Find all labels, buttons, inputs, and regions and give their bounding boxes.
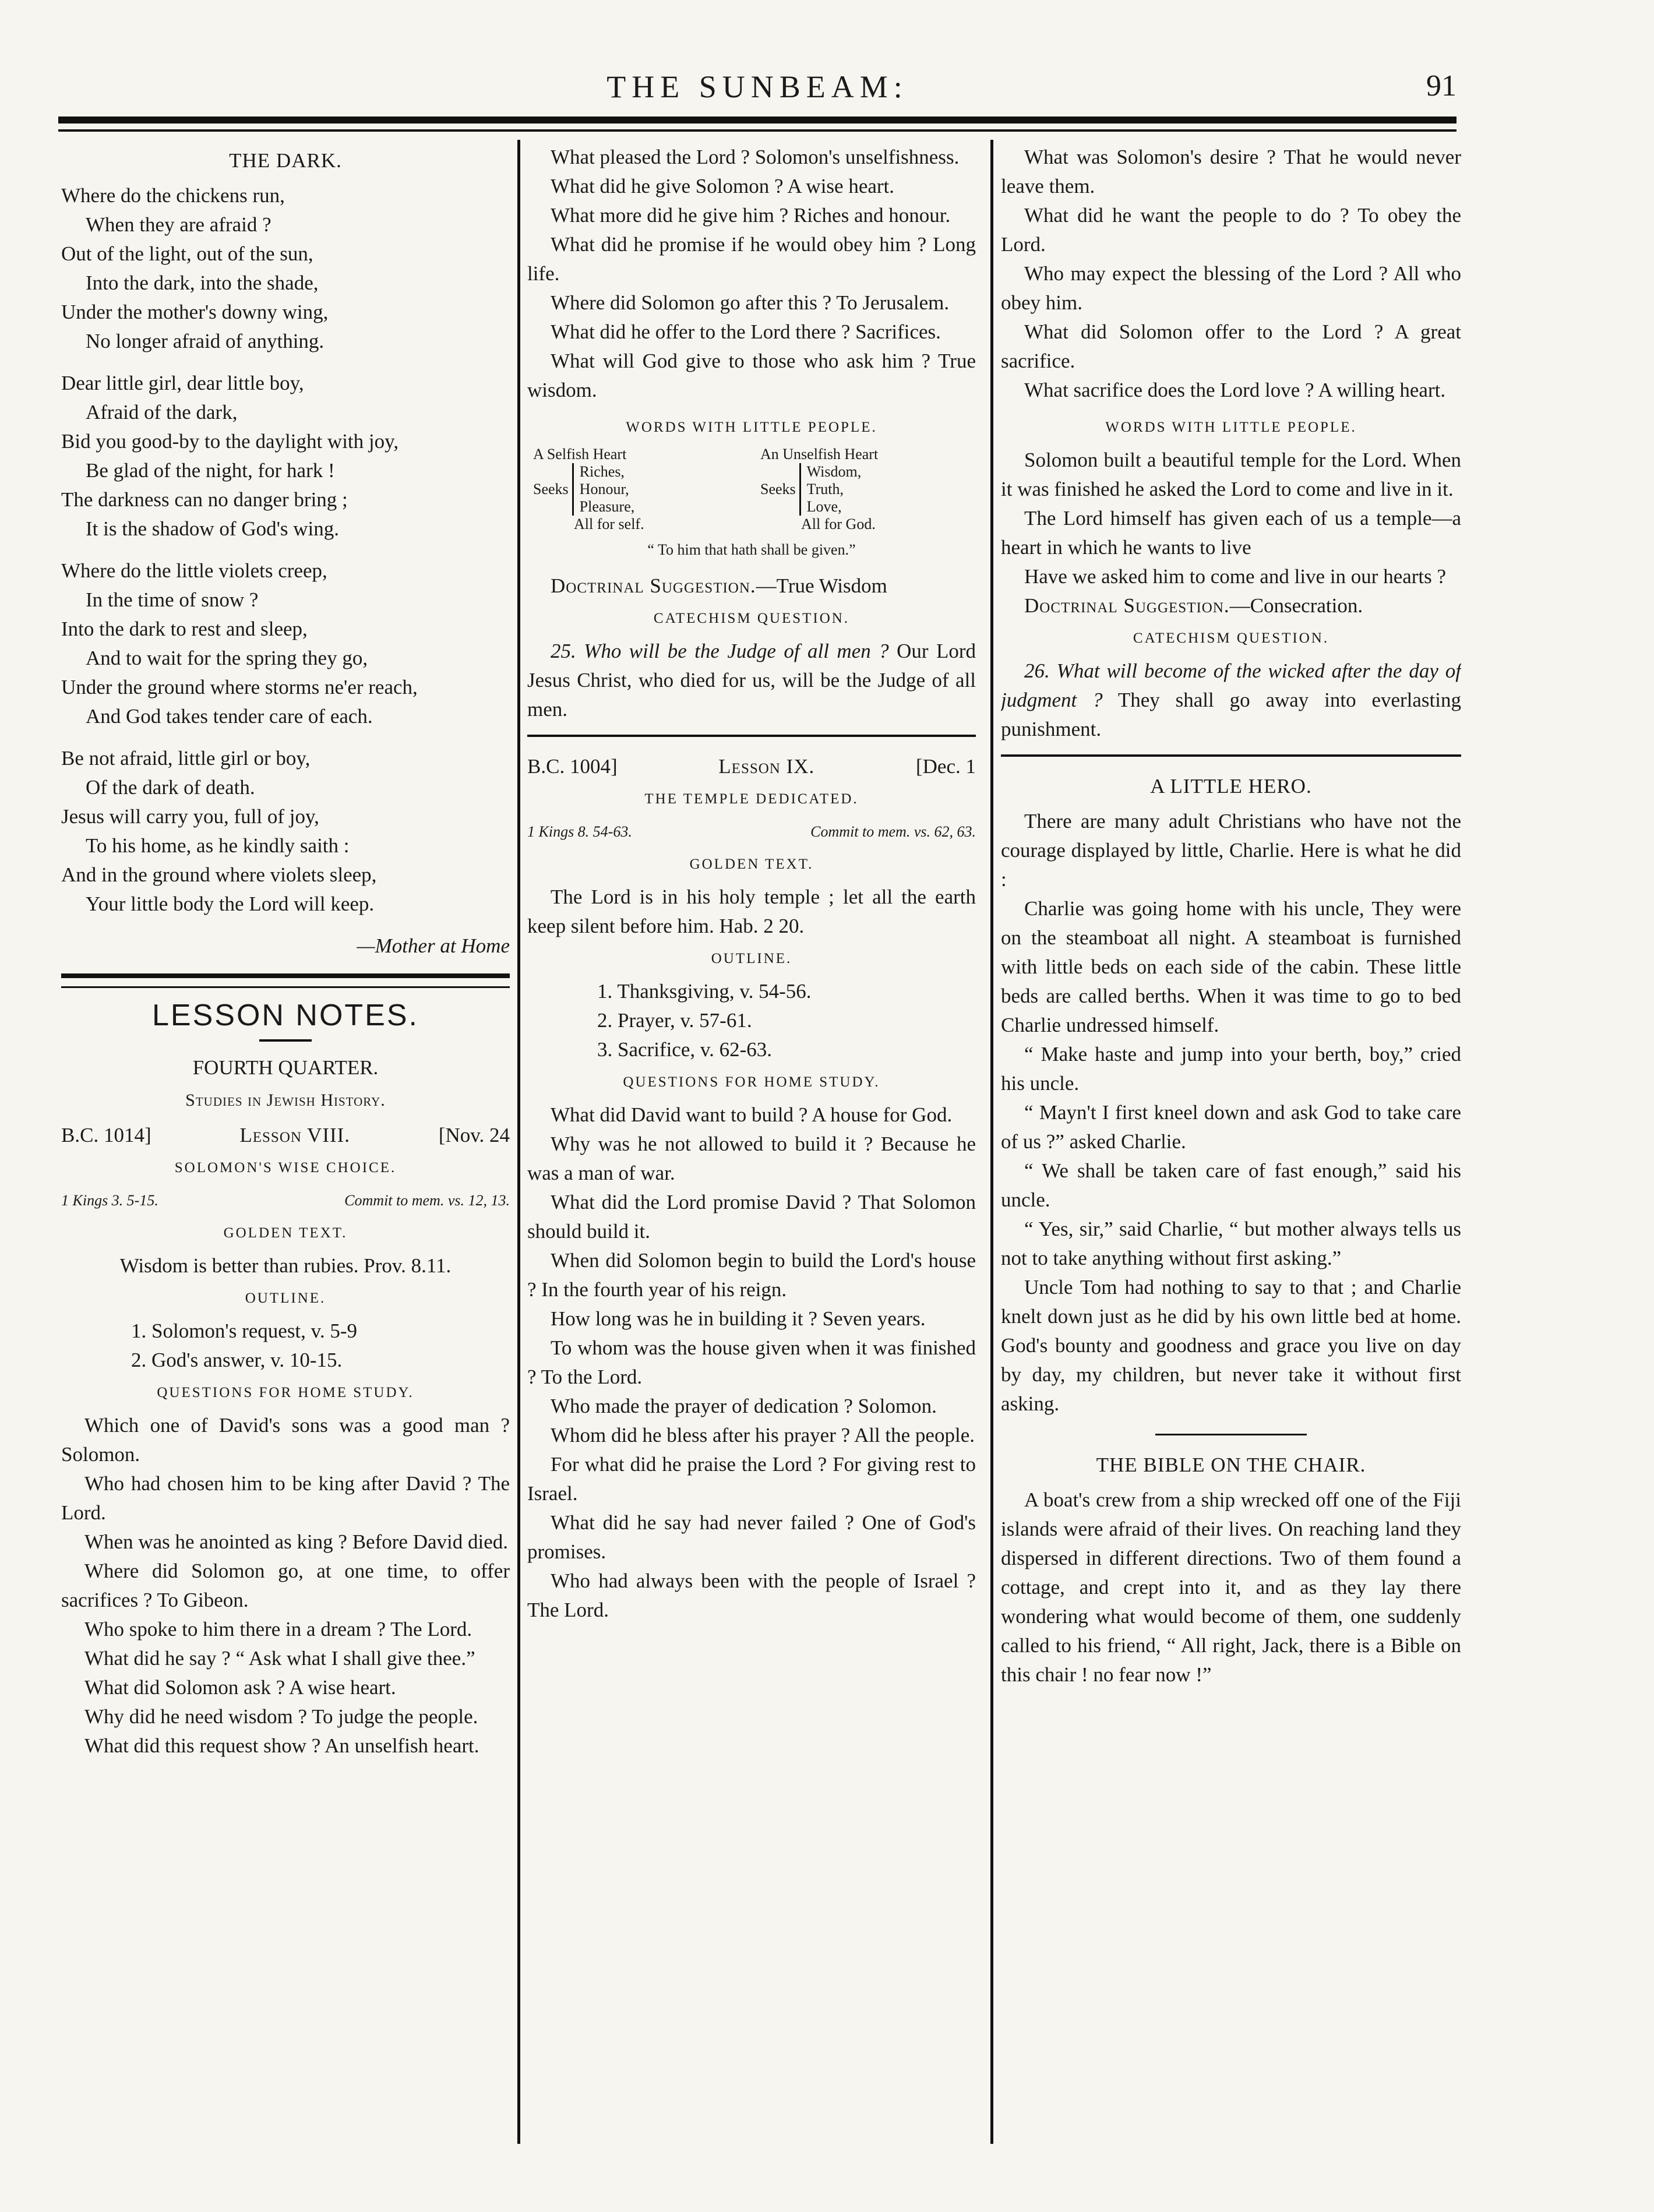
selfish-item: Honour, [579, 481, 629, 498]
poem-title: THE DARK. [229, 149, 342, 172]
poem-line: Under the ground where storms ne'er reach, [61, 676, 418, 698]
question-item: What did this request show ? An unselfish heart. [84, 1734, 479, 1757]
unselfish-item: Wisdom, [806, 463, 862, 480]
story-paragraph: “ Make haste and jump into your berth, boy,” cried his uncle. [1001, 1043, 1461, 1095]
lesson9-outline-head: OUTLINE. [711, 951, 792, 966]
poem-line: Where do the little violets creep, [61, 559, 327, 582]
lesson8-scripture: 1 Kings 3. 5-15. [61, 1192, 158, 1209]
outline-item: 2. Prayer, v. 57-61. [597, 1009, 752, 1032]
question-item: Where did Solomon go after this ? To Jerusalem. [551, 291, 950, 314]
bible-chair-title: THE BIBLE ON THE CHAIR. [1096, 1454, 1366, 1476]
col2-catechism-answer: Our Lord Jesus Christ, who died for us, will be the Judge of all men. [527, 640, 976, 721]
poem-line: And God takes tender care of each. [86, 705, 373, 728]
story-paragraph: Uncle Tom had nothing to say to that ; and Charlie knelt down just as he did by his own little bed at home. God's bounty and goodness and grace you live on day by day, my children, but never take it without first asking. [1001, 1276, 1461, 1415]
outline-item: 2. God's answer, v. 10-15. [131, 1349, 343, 1371]
lesson9-title: THE TEMPLE DEDICATED. [644, 791, 859, 807]
outline-item: 1. Solomon's request, v. 5-9 [131, 1320, 358, 1342]
poem-line: Under the mother's downy wing, [61, 301, 329, 323]
column-divider-1 [517, 140, 520, 2144]
poem-stanza [61, 556, 510, 731]
words-paragraph: Have we asked him to come and live in our hearts ? [1024, 565, 1447, 588]
poem-body [61, 181, 510, 919]
outline-item: 3. Sacrifice, v. 62-63. [597, 1038, 772, 1061]
col2-catechism-question: 25. Who will be the Judge of all men ? [551, 640, 889, 662]
lesson9-date: [Dec. 1 [915, 755, 976, 778]
question-item: What did he say ? “ Ask what I shall give thee.” [84, 1647, 475, 1670]
story-paragraph: “ We shall be taken care of fast enough,” said his uncle. [1001, 1159, 1461, 1211]
question-item: Which one of David's sons was a good man ? Solomon. [61, 1414, 510, 1466]
col2-catechism [527, 637, 976, 724]
col2-catechism-head: CATECHISM QUESTION. [653, 611, 850, 626]
poem-line: Be not afraid, little girl or boy, [61, 747, 311, 770]
lesson8-questions [61, 1411, 510, 1761]
story-paragraph: Charlie was going home with his uncle, They were on the steamboat all night. A steamboat is furnished with little beds on each side of the cabin. These little beds are called berths. When it was time to go to bed Charlie undressed himself. [1001, 897, 1461, 1036]
question-item: What did Solomon offer to the Lord ? A great sacrifice. [1001, 320, 1461, 372]
lesson8-golden-head: GOLDEN TEXT. [223, 1225, 348, 1241]
poem-line: Dear little girl, dear little boy, [61, 372, 304, 394]
poem-line: When they are afraid ? [86, 213, 271, 236]
lesson9-scripture: 1 Kings 8. 54-63. [527, 823, 632, 840]
poem-stanza [61, 744, 510, 919]
question-item: Who spoke to him there in a dream ? The Lord. [84, 1618, 472, 1641]
col3-doctrinal-label: Doctrinal Suggestion. [1024, 594, 1230, 617]
poem-line: Afraid of the dark, [86, 401, 238, 424]
question-item: Where did Solomon go, at one time, to offer sacrifices ? To Gibeon. [61, 1560, 510, 1611]
question-item: How long was he in building it ? Seven years. [551, 1307, 926, 1330]
words-paragraph: Solomon built a beautiful temple for the Lord. When it was finished he asked the Lord to come and live in it. [1001, 449, 1461, 500]
unselfish-items [799, 463, 862, 516]
running-title: THE SUNBEAM: [606, 69, 908, 104]
selfish-items [572, 463, 635, 516]
lesson8-number: Lesson VIII. [239, 1124, 351, 1146]
hero-story [1001, 807, 1461, 1419]
ornamental-rule [1155, 1434, 1307, 1435]
question-item: What pleased the Lord ? Solomon's unselfishness. [551, 146, 960, 168]
question-item: For what did he praise the Lord ? For giving rest to Israel. [527, 1453, 976, 1505]
header-rule-thick [58, 117, 1456, 124]
question-item: When did Solomon begin to build the Lord's house ? In the fourth year of his reign. [527, 1249, 976, 1301]
column-1 [61, 143, 510, 2112]
question-item: What did he say had never failed ? One of God's promises. [527, 1511, 976, 1563]
page-number: 91 [1426, 69, 1456, 103]
column-3 [1001, 143, 1461, 2112]
section-separator [1001, 754, 1461, 757]
lesson8-date: [Nov. 24 [438, 1124, 510, 1146]
poem-stanza [61, 181, 510, 356]
poem-line: Your little body the Lord will keep. [86, 892, 375, 915]
poem-line: No longer afraid of anything. [86, 330, 325, 352]
story-paragraph: “ Mayn't I first kneel down and ask God to take care of us ?” asked Charlie. [1001, 1101, 1461, 1153]
lesson8-header [61, 1121, 510, 1150]
unselfish-item: Love, [806, 498, 842, 515]
col2-doctrinal-value: —True Wisdom [756, 574, 887, 597]
lesson9-golden-head: GOLDEN TEXT. [689, 856, 814, 872]
selfish-seeks: Seeks [533, 481, 569, 498]
col2-words-head: WORDS WITH LITTLE PEOPLE. [626, 419, 877, 435]
col2-doctrinal [527, 571, 976, 601]
col3-doctrinal [1001, 591, 1461, 620]
lesson8-commit: Commit to mem. vs. 12, 13. [344, 1192, 510, 1209]
col3-doctrinal-value: —Consecration. [1229, 594, 1363, 617]
section-separator [61, 973, 510, 988]
poem-line: Of the dark of death. [86, 776, 255, 799]
poem-line: In the time of snow ? [86, 588, 259, 611]
bible-chair-story: A boat's crew from a ship wrecked off one of the Fiji islands were afraid of their lives. On reaching land they dispersed in different directions. Two of them found a cottage, and crept into it, and as they lay there wondering what would become of them, one suddenly called to his friend, “ All right, Jack, there is a Bible on this chair ! no fear now !” [1001, 1488, 1461, 1686]
words-paragraph: The Lord himself has given each of us a temple—a heart in which he wants to live [1001, 507, 1461, 559]
col3-questions [1001, 143, 1461, 405]
question-item: What sacrifice does the Lord love ? A willing heart. [1024, 379, 1446, 401]
lesson9-bc: B.C. 1004] [527, 755, 618, 778]
lesson8-outline-head: OUTLINE. [245, 1290, 326, 1306]
lesson9-reference [527, 817, 976, 846]
col3-catechism-question: 26. What will become of the wicked after the day of judgment ? [1001, 659, 1461, 711]
col3-catechism [1001, 657, 1461, 744]
unselfish-end: All for God. [801, 516, 876, 532]
lesson-notes-title: LESSON NOTES. [152, 999, 419, 1032]
question-item: Why did he need wisdom ? To judge the people. [84, 1705, 478, 1728]
poem-line: Be glad of the night, for hark ! [86, 459, 335, 482]
lesson9-golden-text: The Lord is in his holy temple ; let all the earth keep silent before him. Hab. 2 20. [527, 885, 976, 937]
col3-catechism-answer: They shall go away into everlasting punishment. [1001, 689, 1461, 740]
col3-words-head: WORDS WITH LITTLE PEOPLE. [1105, 419, 1357, 435]
question-item: What will God give to those who ask him ? True wisdom. [527, 350, 976, 401]
lesson9-number: Lesson IX. [718, 755, 815, 778]
lesson8-reference [61, 1186, 510, 1215]
col2-quote: “ To him that hath shall be given.” [647, 541, 856, 558]
poem-line: And in the ground where violets sleep, [61, 863, 377, 886]
poem-line: Jesus will carry you, full of joy, [61, 805, 319, 828]
poem-author: —Mother at Home [357, 934, 510, 957]
unselfish-seeks: Seeks [760, 481, 796, 498]
selfish-item: Riches, [579, 463, 625, 480]
outline-item: 1. Thanksgiving, v. 54-56. [597, 980, 812, 1003]
question-item: What more did he give him ? Riches and honour. [551, 204, 951, 227]
poem-line: Out of the light, out of the sun, [61, 242, 313, 265]
poem-line: And to wait for the spring they go, [86, 647, 368, 669]
question-item: To whom was the house given when it was finished ? To the Lord. [527, 1336, 976, 1388]
hero-title: A LITTLE HERO. [1150, 775, 1312, 798]
poem-line: Into the dark to rest and sleep, [61, 618, 308, 640]
quarter-heading: FOURTH QUARTER. [192, 1056, 379, 1079]
selfish-end: All for self. [574, 516, 644, 532]
poem-line: The darkness can no danger bring ; [61, 488, 348, 511]
question-item: What was Solomon's desire ? That he would never leave them. [1001, 146, 1461, 197]
dash-rule [259, 1039, 312, 1042]
column-divider-2 [990, 140, 993, 2144]
poem-stanza [61, 369, 510, 544]
studies-heading: Studies in Jewish History. [185, 1091, 386, 1110]
question-item: Who had always been with the people of Israel ? The Lord. [527, 1569, 976, 1621]
lesson9-questions [527, 1100, 976, 1625]
poem-line: Bid you good-by to the daylight with joy, [61, 430, 399, 453]
story-paragraph: “ Yes, sir,” said Charlie, “ but mother always tells us not to take anything without first asking.” [1001, 1218, 1461, 1269]
question-item: What did he give Solomon ? A wise heart. [551, 175, 895, 197]
question-item: What did he offer to the Lord there ? Sacrifices. [551, 320, 941, 343]
lesson8-questions-head: QUESTIONS FOR HOME STUDY. [157, 1385, 414, 1400]
lesson8-title: SOLOMON'S WISE CHOICE. [174, 1160, 397, 1176]
unselfish-brace [760, 463, 970, 516]
question-item: When was he anointed as king ? Before David died. [84, 1530, 508, 1553]
selfish-item: Pleasure, [579, 498, 635, 515]
unselfish-item: Truth, [806, 481, 844, 498]
lesson9-questions-head: QUESTIONS FOR HOME STUDY. [623, 1074, 880, 1090]
poem-line: Into the dark, into the shade, [86, 271, 319, 294]
unselfish-title: An Unselfish Heart [760, 446, 879, 463]
poem-line: It is the shadow of God's wing. [86, 517, 340, 540]
column-2 [527, 143, 976, 2112]
col2-questions [527, 143, 976, 405]
question-item: Who made the prayer of dedication ? Solomon. [551, 1395, 937, 1417]
question-item: What did he promise if he would obey him ? Long life. [527, 233, 976, 285]
lesson9-outline [527, 977, 976, 1064]
question-item: Why was he not allowed to build it ? Because he was a man of war. [527, 1133, 976, 1184]
poem-line: Where do the chickens run, [61, 184, 285, 207]
question-item: Who had chosen him to be king after David ? The Lord. [61, 1472, 510, 1524]
lesson9-header [527, 752, 976, 781]
question-item: What did the Lord promise David ? That Solomon should build it. [527, 1191, 976, 1243]
question-item: What did he want the people to do ? To obey the Lord. [1001, 204, 1461, 256]
selfish-title: A Selfish Heart [533, 446, 627, 463]
question-item: Who may expect the blessing of the Lord ? All who obey him. [1001, 262, 1461, 314]
lesson8-outline [61, 1317, 510, 1375]
heart-comparison [527, 446, 976, 533]
col2-doctrinal-label: Doctrinal Suggestion. [551, 574, 756, 597]
page-header [58, 63, 1456, 115]
section-separator [527, 735, 976, 737]
selfish-heart [533, 446, 743, 533]
question-item: What did David want to build ? A house for God. [551, 1103, 953, 1126]
unselfish-heart [760, 446, 970, 533]
question-item: What did Solomon ask ? A wise heart. [84, 1676, 396, 1699]
header-rule-thin [58, 129, 1456, 132]
lesson9-commit: Commit to mem. vs. 62, 63. [810, 823, 976, 840]
lesson8-bc: B.C. 1014] [61, 1124, 151, 1146]
poem-line: To his home, as he kindly saith : [86, 834, 350, 857]
col3-catechism-head: CATECHISM QUESTION. [1133, 630, 1329, 646]
question-item: Whom did he bless after his prayer ? All the people. [551, 1424, 975, 1447]
col3-words-paras [1001, 446, 1461, 591]
story-paragraph: There are many adult Christians who have not the courage displayed by little, Charlie. Here is what he did : [1001, 810, 1461, 891]
lesson8-golden-text: Wisdom is better than rubies. Prov. 8.11. [119, 1254, 452, 1277]
selfish-brace [533, 463, 743, 516]
